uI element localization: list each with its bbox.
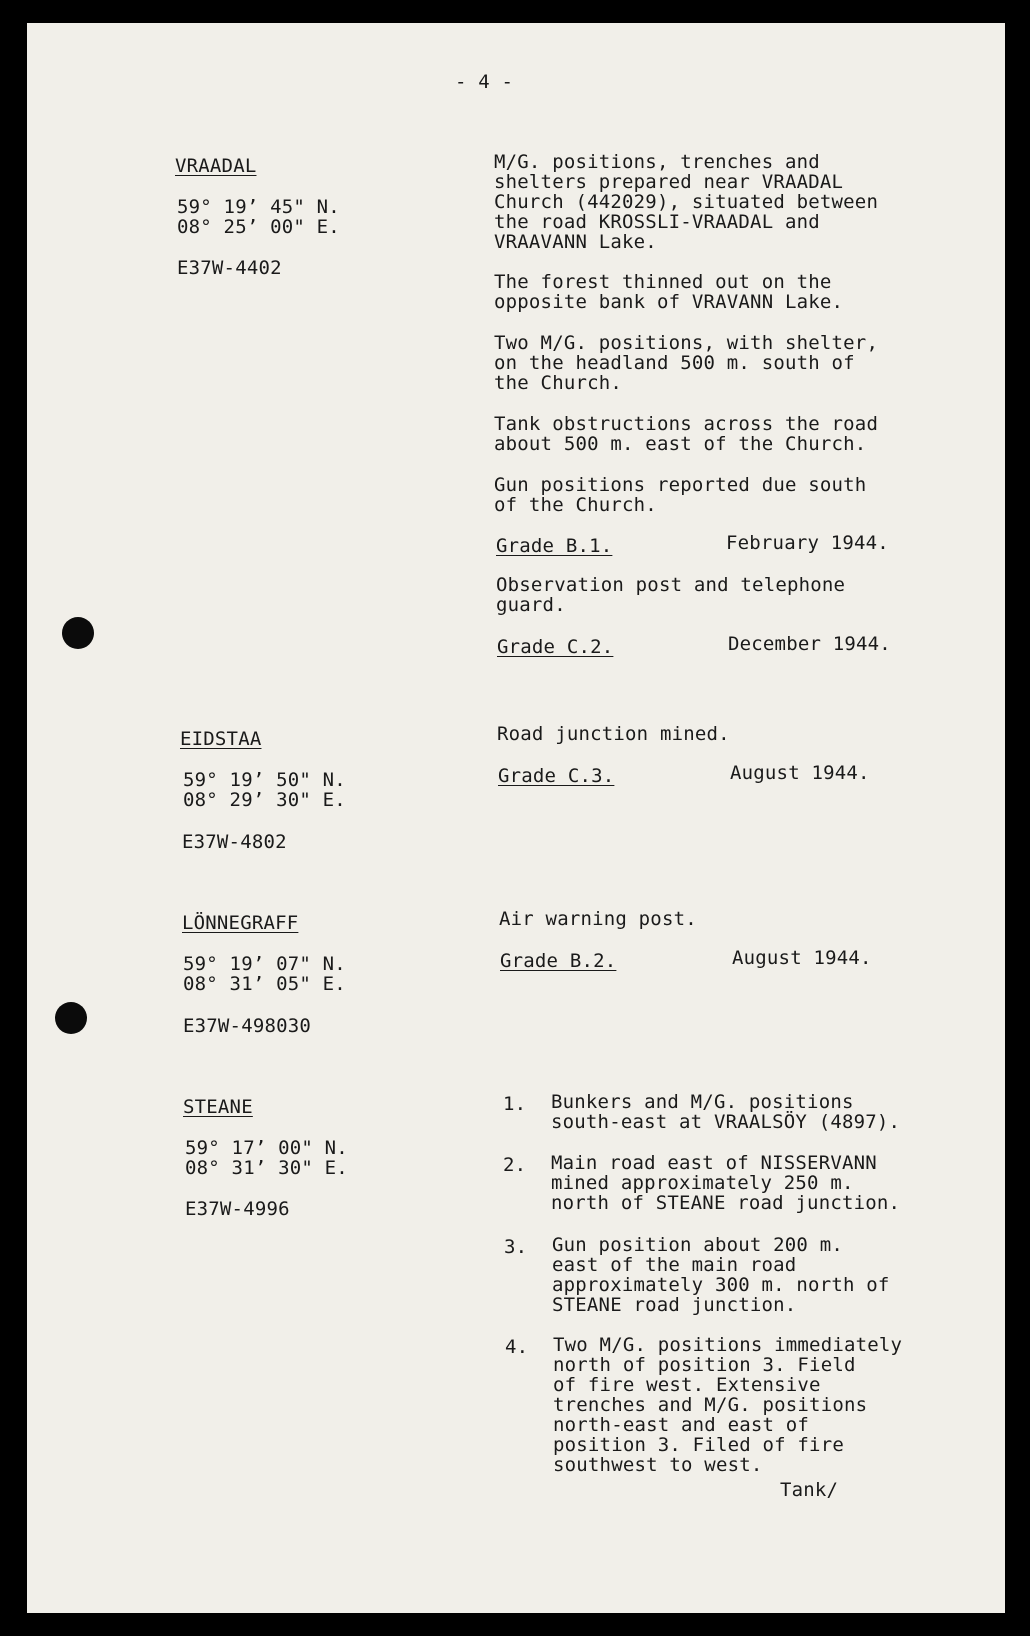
item-line: east of the main road	[552, 1254, 797, 1276]
latitude-vraadal: 59° 19’ 45" N.	[177, 196, 340, 218]
location-name-eidstaa: EIDSTAA	[180, 728, 262, 750]
grade-date: August 1944.	[732, 947, 872, 969]
item-line: north of position 3. Field	[553, 1354, 856, 1376]
description-line: of the Church.	[494, 494, 657, 516]
map-reference-lonnegraff: E37W-498030	[183, 1015, 312, 1037]
item-line: south-east at VRAALSÖY (4897).	[551, 1111, 901, 1133]
description-line: the Church.	[494, 372, 623, 394]
latitude-eidstaa: 59° 19’ 50" N.	[183, 769, 346, 791]
longitude-vraadal: 08° 25’ 00" E.	[177, 216, 340, 238]
item-number: 1.	[503, 1093, 527, 1115]
item-line: Gun position about 200 m.	[552, 1234, 843, 1256]
description-line: Church (442029), situated between	[494, 191, 879, 213]
latitude-lonnegraff: 59° 19’ 07" N.	[183, 953, 346, 975]
item-line: Main road east of NISSERVANN	[551, 1152, 877, 1174]
grade-label: Grade C.3.	[498, 765, 615, 787]
punch-hole	[62, 617, 94, 649]
map-reference-steane: E37W-4996	[185, 1198, 290, 1220]
description-line: guard.	[496, 594, 566, 616]
description-line: Observation post and telephone	[496, 574, 846, 596]
description-line: VRAAVANN Lake.	[494, 231, 657, 253]
description-line: The forest thinned out on the	[494, 271, 832, 293]
grade-date: August 1944.	[730, 762, 870, 784]
item-line: Bunkers and M/G. positions	[551, 1091, 854, 1113]
location-name-vraadal: VRAADAL	[175, 155, 257, 177]
item-line: Two M/G. positions immediately	[553, 1334, 903, 1356]
item-line: north-east and east of	[553, 1414, 810, 1436]
description-line: M/G. positions, trenches and	[494, 151, 820, 173]
description-line: Gun positions reported due south	[494, 474, 867, 496]
item-line: position 3. Filed of fire	[553, 1434, 844, 1456]
document-page	[27, 23, 1005, 1613]
description-line: the road KROSSLI-VRAADAL and	[494, 211, 820, 233]
continuation-text: Tank/	[780, 1479, 839, 1501]
description-line: Road junction mined.	[497, 723, 730, 745]
item-number: 4.	[505, 1336, 529, 1358]
item-line: approximately 300 m. north of	[552, 1274, 890, 1296]
grade-label: Grade C.2.	[497, 636, 614, 658]
item-line: of fire west. Extensive	[553, 1374, 821, 1396]
description-line: shelters prepared near VRAADAL	[494, 171, 844, 193]
description-line: Tank obstructions across the road	[494, 413, 879, 435]
longitude-lonnegraff: 08° 31’ 05" E.	[183, 973, 346, 995]
map-reference-vraadal: E37W-4402	[177, 257, 282, 279]
latitude-steane: 59° 17’ 00" N.	[185, 1137, 348, 1159]
description-line: Air warning post.	[499, 908, 697, 930]
grade-date: February 1944.	[726, 532, 889, 554]
item-line: trenches and M/G. positions	[553, 1394, 868, 1416]
punch-hole	[55, 1002, 87, 1034]
longitude-steane: 08° 31’ 30" E.	[185, 1157, 348, 1179]
page-number: - 4 -	[455, 71, 514, 93]
item-line: mined approximately 250 m.	[551, 1172, 854, 1194]
grade-date: December 1944.	[728, 633, 891, 655]
location-name-lonnegraff: LÖNNEGRAFF	[182, 912, 299, 934]
item-line: north of STEANE road junction.	[551, 1192, 901, 1214]
description-line: about 500 m. east of the Church.	[494, 433, 867, 455]
item-line: southwest to west.	[553, 1454, 763, 1476]
description-line: on the headland 500 m. south of	[494, 352, 855, 374]
map-reference-eidstaa: E37W-4802	[182, 831, 287, 853]
item-number: 2.	[503, 1154, 527, 1176]
item-number: 3.	[504, 1236, 528, 1258]
description-line: Two M/G. positions, with shelter,	[494, 332, 879, 354]
longitude-eidstaa: 08° 29’ 30" E.	[183, 789, 346, 811]
description-line: opposite bank of VRAVANN Lake.	[494, 291, 844, 313]
location-name-steane: STEANE	[183, 1096, 253, 1118]
item-line: STEANE road junction.	[552, 1294, 797, 1316]
grade-label: Grade B.1.	[496, 535, 613, 557]
grade-label: Grade B.2.	[500, 950, 617, 972]
